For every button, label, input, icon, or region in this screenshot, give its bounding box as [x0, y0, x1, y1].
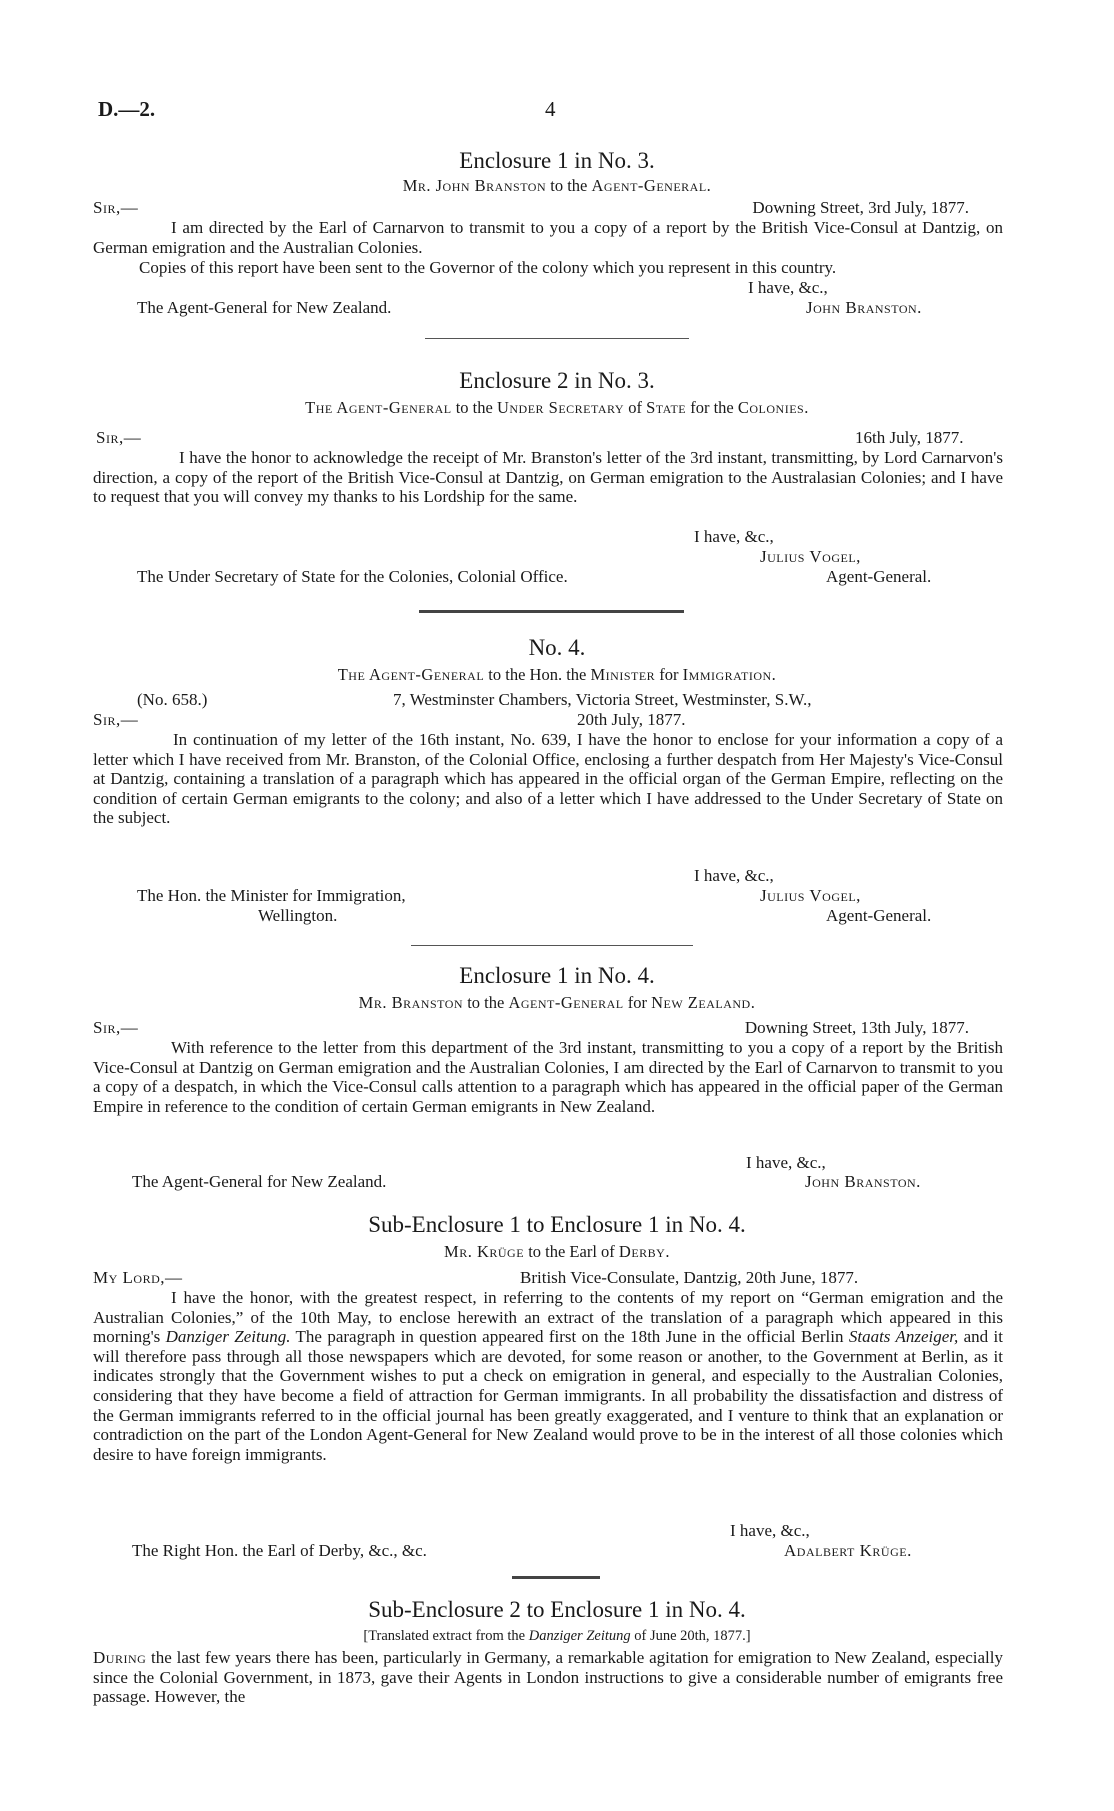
enclosure-2-no3-closing: I have, &c.,	[694, 527, 774, 546]
sub-enclosure-1-addressee: The Right Hon. the Earl of Derby, &c., &c.	[132, 1541, 427, 1560]
no4-addressee-line-1: The Hon. the Minister for Immigration,	[137, 886, 406, 905]
section-divider	[419, 610, 684, 613]
enclosure-1-no3-signature: John Branston.	[806, 298, 922, 317]
sub-enclosure-2-note: [Translated extract from the Danziger Zeitung of June 20th, 1877.]	[363, 1628, 751, 1644]
enclosure-2-no3-salutation: Sir,—	[96, 428, 142, 447]
sub-enclosure-1-salutation: My Lord,—	[93, 1268, 183, 1287]
no4-subtitle: The Agent-General to the Hon. the Minister for Immigration.	[337, 665, 777, 684]
section-divider	[512, 1576, 600, 1579]
no4-salutation: Sir,—	[93, 710, 139, 729]
enclosure-1-no4-subtitle: Mr. Branston to the Agent-General for New Zealand.	[358, 993, 756, 1012]
sub-enclosure-1-subtitle: Mr. Krüge to the Earl of Derby.	[444, 1242, 670, 1261]
no4-signature-title: Agent-General.	[826, 906, 932, 925]
no4-title: No. 4.	[528, 635, 586, 660]
page-number: 4	[545, 97, 556, 121]
enclosure-1-no4-salutation: Sir,—	[93, 1018, 139, 1037]
enclosure-1-no4-title: Enclosure 1 in No. 4.	[459, 963, 655, 988]
enclosure-2-no3-signature-title: Agent-General.	[826, 567, 932, 586]
enclosure-1-no3-salutation: Sir,—	[93, 198, 139, 217]
enclosure-1-no3-title: Enclosure 1 in No. 3.	[459, 148, 655, 173]
no4-address: 7, Westminster Chambers, Victoria Street, Westminster, S.W.,	[393, 690, 812, 709]
section-divider	[411, 945, 693, 946]
enclosure-2-no3-signature: Julius Vogel,	[760, 547, 861, 566]
document-reference: D.—2.	[98, 97, 156, 121]
enclosure-2-no3-paragraph-1: I have the honor to acknowledge the receipt of Mr. Branston's letter of the 3rd instant, transmitting, by Lord Carnarvon's direction, a copy of the report of the British Vice-Consul at Dantzig, on German emigration to the Australasian Colonies; and I have to request that you will convey my thanks to his Lordship for the same.	[93, 448, 1003, 507]
section-divider	[425, 338, 689, 339]
enclosure-2-no3-date: 16th July, 1877.	[855, 428, 964, 447]
sub-enclosure-1-title: Sub-Enclosure 1 to Enclosure 1 in No. 4.	[368, 1212, 746, 1237]
enclosure-1-no3-closing: I have, &c.,	[748, 278, 828, 297]
no4-signature: Julius Vogel,	[760, 886, 861, 905]
enclosure-1-no4-paragraph-1: With reference to the letter from this department of the 3rd instant, transmitting to you a copy of a report by the British Vice-Consul at Dantzig on German emigration and the Australian Colonies, I am directed by the Earl of Carnarvon to transmit to you a copy of a despatch, in which the Vice-Consul calls attention to a paragraph which has appeared in the official paper of the German Empire in reference to the condition of certain German emigrants in New Zealand.	[93, 1038, 1003, 1116]
no4-paragraph-1: In continuation of my letter of the 16th instant, No. 639, I have the honor to enclose for your information a copy of a letter which I have received from Mr. Branston, of the Colonial Office, enclosing a further despatch from Her Majesty's Vice-Consul at Dantzig, containing a translation of a paragraph which has appeared in the official organ of the German Empire, reflecting on the condition of certain German emigrants to the colony; and also of a letter which I have addressed to the Under Secretary of State on the subject.	[93, 730, 1003, 828]
sub-enclosure-1-closing: I have, &c.,	[730, 1521, 810, 1540]
no4-closing: I have, &c.,	[694, 866, 774, 885]
enclosure-2-no3-title: Enclosure 2 in No. 3.	[459, 368, 655, 393]
no4-date: 20th July, 1877.	[577, 710, 686, 729]
sub-enclosure-2-title: Sub-Enclosure 2 to Enclosure 1 in No. 4.	[368, 1597, 746, 1622]
enclosure-1-no4-closing: I have, &c.,	[746, 1153, 826, 1172]
sub-enclosure-1-paragraph-1: I have the honor, with the greatest respect, in referring to the contents of my report on “German emigration and the Australian Colonies,” of the 10th May, to enclose herewith an extract of the translation of a paragraph which appeared in this morning's Danziger Zeitung. The paragraph in question appeared first on the 18th June in the official Berlin Staats Anzeiger, and it will therefore pass through all those newspapers which are devoted, for some reason or another, to the Government at Berlin, as it indicates strongly that the Government wishes to put a check on emigration in general, and especially to the Australian Colonies, considering that they have become a field of attraction for German immigrants. In all probability the dissatisfaction and distress of the German immigrants referred to in the official journal has been greatly exaggerated, and I venture to think that an explanation or contradiction on the part of the London Agent-General for New Zealand would prove to be in the interest of all those colonies which desire to have foreign immigrants.	[93, 1288, 1003, 1464]
enclosure-1-no4-signature: John Branston.	[805, 1172, 921, 1191]
enclosure-1-no3-addressee: The Agent-General for New Zealand.	[137, 298, 392, 317]
enclosure-1-no3-subtitle: Mr. John Branston to the Agent-General.	[402, 176, 712, 195]
enclosure-1-no3-paragraph-2: Copies of this report have been sent to the Governor of the colony which you represent in this country.	[139, 258, 837, 277]
no4-addressee-line-2: Wellington.	[258, 906, 338, 925]
enclosure-2-no3-addressee: The Under Secretary of State for the Colonies, Colonial Office.	[137, 567, 568, 586]
sub-enclosure-1-place-date: British Vice-Consulate, Dantzig, 20th June, 1877.	[520, 1268, 859, 1287]
enclosure-2-no3-subtitle: The Agent-General to the Under Secretary of State for the Colonies.	[305, 398, 809, 417]
sub-enclosure-1-signature: Adalbert Krüge.	[784, 1541, 912, 1560]
sub-enclosure-2-paragraph-1: During the last few years there has been, particularly in Germany, a remarkable agitation for emigration to New Zealand, especially since the Colonial Government, in 1873, gave their Agents in London instructions to give a considerable number of emigrants free passage. However, the	[93, 1648, 1003, 1707]
enclosure-1-no3-paragraph-1: I am directed by the Earl of Carnarvon to transmit to you a copy of a report by the British Vice-Consul at Dantzig, on German emigration and the Australian Colonies.	[93, 218, 1003, 257]
enclosure-1-no4-addressee: The Agent-General for New Zealand.	[132, 1172, 387, 1191]
no4-reference-number: (No. 658.)	[137, 690, 208, 709]
enclosure-1-no3-place-date: Downing Street, 3rd July, 1877.	[752, 198, 969, 217]
enclosure-1-no4-place-date: Downing Street, 13th July, 1877.	[744, 1018, 969, 1037]
